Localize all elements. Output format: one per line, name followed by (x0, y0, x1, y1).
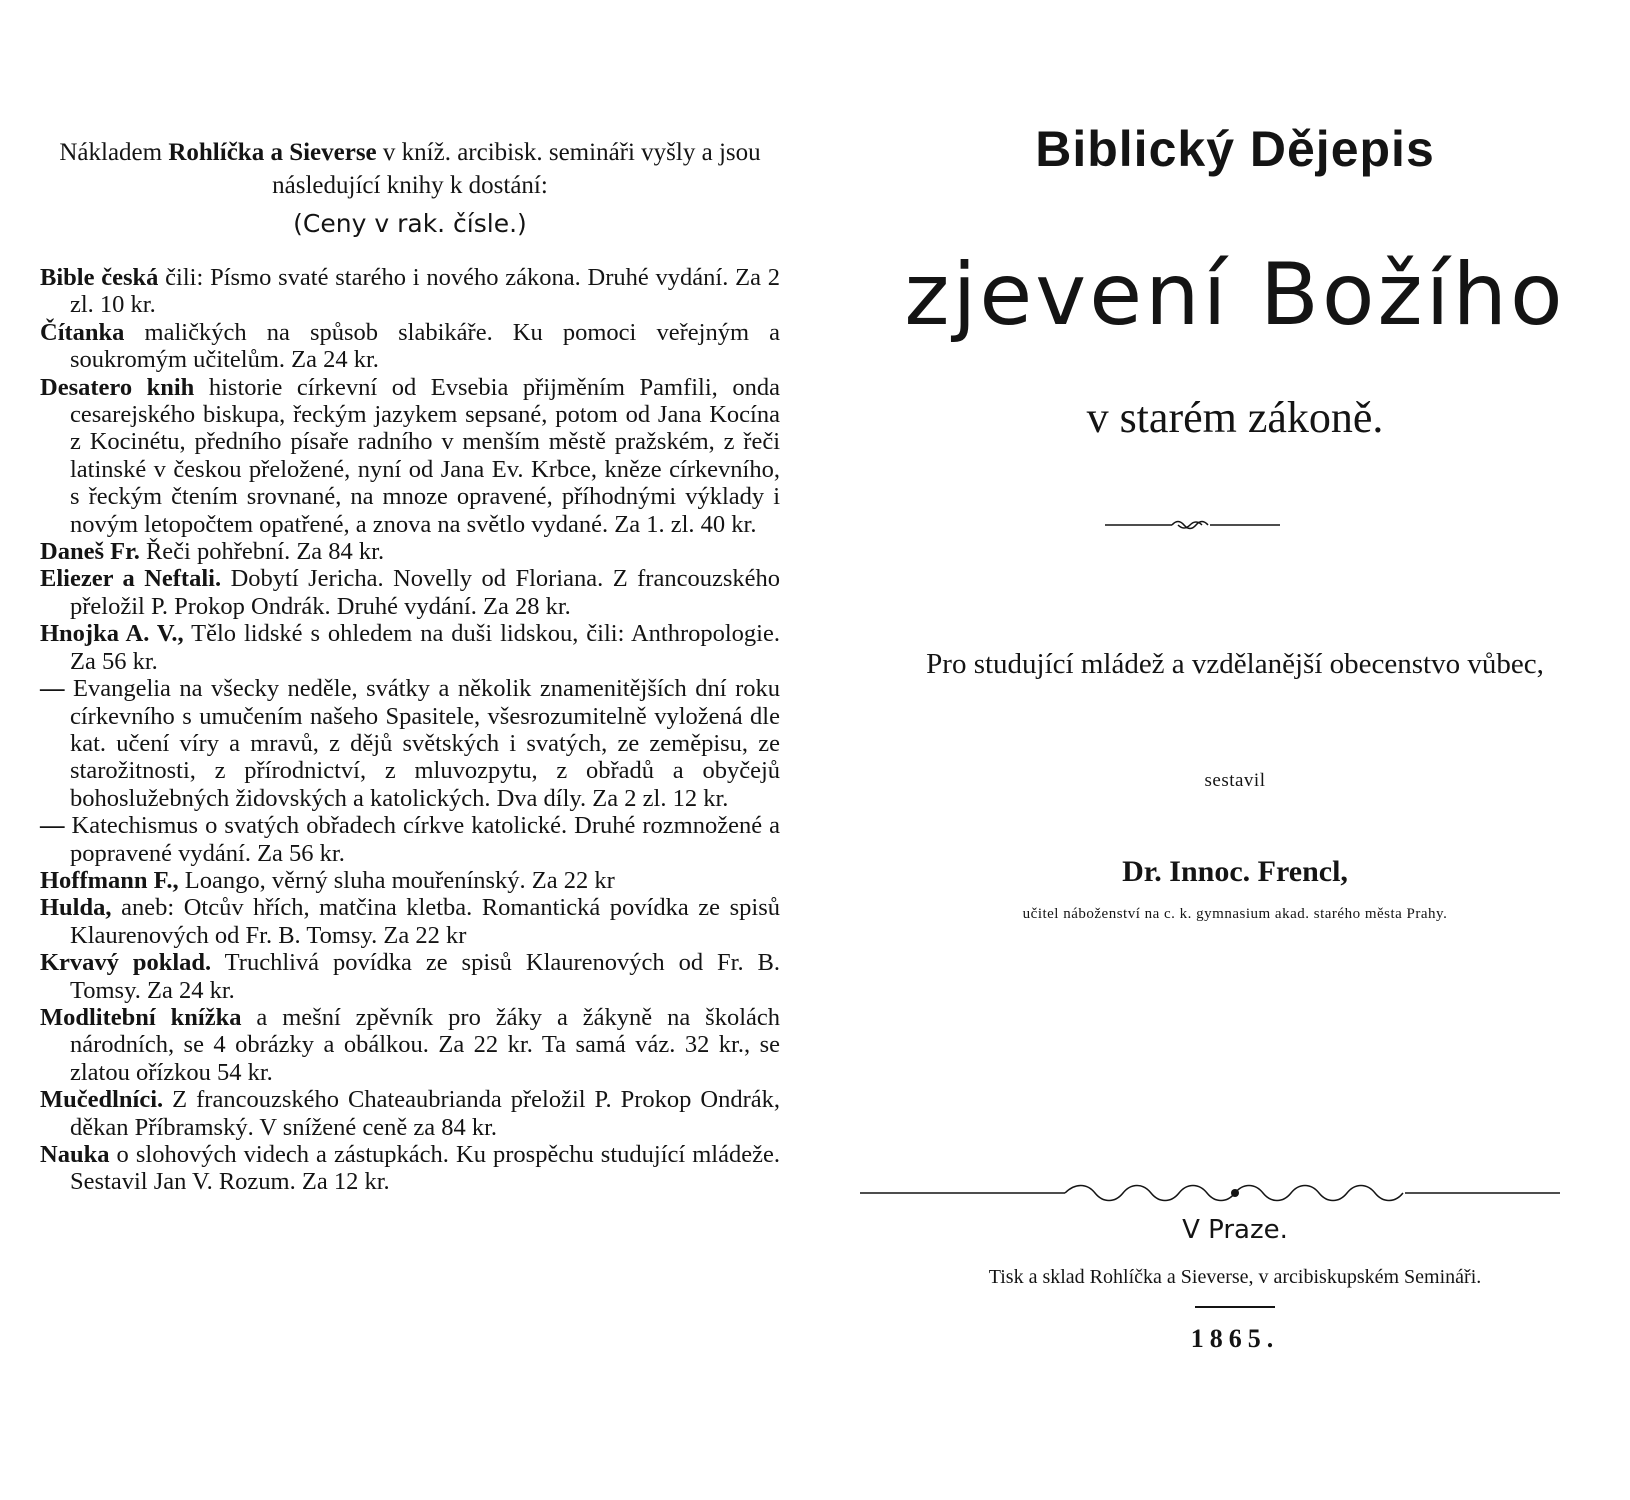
left-page (40, 0, 780, 1500)
publisher-imprint (40, 136, 780, 202)
prices-note: (Ceny v rak. čísle.) (293, 209, 527, 238)
entry-heading: Eliezer a Neftali. (40, 565, 222, 593)
entry-text: historie církevní od Evsebia přijměním Pamfili, onda cesarejského biskupa, řeckým jazykem sepsané, potom od Jana Kocína z Kocinétu, předního písaře radního v menším městě pražském, z řeči latinské v českou přeložené, nyní od Jana Ev. Krbce, kněze církevního, s řeckým čtením srovnané, na mnoze opravené, příhodnými výklady i novým letopočtem opatřené, a znova na světlo vydané. Za 1. zl. 40 kr. (70, 373, 780, 538)
entry-text: Řeči pohřební. Za 84 kr. (139, 538, 385, 566)
entry-heading: Hoffmann F., (40, 866, 179, 894)
entry-text: a mešní zpěvník pro žáky a žákyně na školách národních, se 4 obrázky a obálkou. Za 22 kr. Ta samá váz. 32 kr., se zlatou ořízkou 54 kr. (70, 1003, 781, 1086)
entry-heading: Mučedlníci. (40, 1086, 164, 1114)
entry-heading: Hulda, (40, 894, 112, 922)
catalog-entry (40, 1086, 780, 1141)
entry-heading: Čítanka (40, 318, 125, 346)
entry-heading: Daneš Fr. (40, 538, 140, 566)
catalog-entry (40, 894, 780, 949)
book-catalog (40, 264, 780, 1196)
entry-text: aneb: Otcův hřích, matčina kletba. Romantická povídka ze spisů Klaurenových od Fr. B. Tomsy. Za 22 kr (70, 894, 780, 949)
catalog-entry (40, 1141, 780, 1196)
imprint-rest: v kníž. arcibisk. semináři vyšly a jsou následující knihy k dostání: (272, 139, 761, 199)
entry-text: Z francouzského Chateaubrianda přeložil P. Prokop Ondrák, děkan Příbramský. V snížené ceně za 84 kr. (70, 1086, 780, 1141)
title-line-2: zjevení Božího (904, 245, 1566, 345)
entry-text: Truchlivá povídka ze spisů Klaurenových od Fr. B. Tomsy. Za 24 kr. (70, 949, 780, 1004)
entry-heading: Hnojka A. V., (40, 620, 184, 648)
year-rule (1195, 1306, 1275, 1308)
catalog-entry (40, 538, 780, 565)
audience-line: Pro studující mládež a vzdělanější obecenstvo vůbec, (926, 648, 1544, 680)
ornament-divider-large (860, 1180, 1610, 1206)
entry-heading: — (40, 675, 65, 703)
publisher-name: Rohlíčka a Sieverse (168, 139, 377, 166)
publication-year: 1865. (1190, 1324, 1280, 1353)
title-line-3: v starém zákoně. (1086, 393, 1384, 442)
entry-text: Tělo lidské s ohledem na duši lidskou, čili: Anthropologie. Za 56 kr. (70, 620, 780, 675)
author-affiliation: učitel náboženství na c. k. gymnasium akad. starého města Prahy. (1022, 906, 1448, 922)
entry-text: čili: Písmo svaté starého i nového zákona. Druhé vydání. Za 2 zl. 10 kr. (70, 264, 781, 319)
entry-text: o slohových videch a zástupkách. Ku prospěchu studující mládeže. Sestavil Jan V. Rozum. Za 12 kr. (70, 1141, 780, 1196)
ornament-divider-small (860, 515, 1610, 535)
compiled-by: sestavil (1204, 770, 1266, 791)
entry-heading: — (40, 812, 65, 840)
catalog-entry (40, 675, 780, 812)
catalog-entry (40, 374, 780, 538)
title-page (860, 0, 1610, 1500)
printer-line: Tisk a sklad Rohlíčka a Sieverse, v arcibiskupském Semináři. (988, 1266, 1482, 1288)
catalog-entry (40, 949, 780, 1004)
entry-text: maličkých na spůsob slabikáře. Ku pomoci veřejným a soukromým učitelům. Za 24 kr. (70, 318, 780, 374)
entry-heading: Krvavý poklad. (40, 949, 212, 977)
place-of-publication: V Praze. (1182, 1215, 1288, 1245)
entry-heading: Desatero knih (40, 373, 195, 401)
catalog-entry (40, 264, 780, 319)
entry-heading: Nauka (40, 1141, 110, 1168)
entry-text: Dobytí Jericha. Novelly od Floriana. Z francouzského přeložil P. Prokop Ondrák. Druhé vydání. Za 28 kr. (70, 565, 780, 620)
entry-heading: Bible česká (40, 264, 159, 291)
entry-text: Evangelia na všecky neděle, svátky a několik znamenitějších dní roku církevního s umučením našeho Spasitele, všesrozumitelně vyložená dle kat. učení víry a mravů, z dějů světských i svatých, ze zeměpisu, ze starožitnosti, z přírodnictví, z mluvozpytu, z obřadů a obyčejů bohoslužebných židovských a katolických. Dva díly. Za 2 zl. 12 kr. (64, 675, 780, 812)
author-name: Dr. Innoc. Frencl, (1122, 855, 1348, 888)
entry-heading: Modlitební knížka (40, 1003, 242, 1031)
catalog-entry (40, 620, 780, 675)
title-line-1: Biblický Dějepis (1035, 121, 1435, 177)
imprint-prefix: Nákladem (59, 139, 163, 166)
catalog-entry (40, 812, 780, 867)
catalog-entry (40, 565, 780, 620)
entry-text: Loango, věrný sluha mouřenínský. Za 22 kr (178, 866, 615, 894)
catalog-entry (40, 319, 780, 374)
catalog-entry (40, 1004, 780, 1086)
catalog-entry (40, 867, 780, 894)
entry-text: Katechismus o svatých obřadech církve katolické. Druhé rozmnožené a popravené vydání. Za 56 kr. (64, 812, 780, 867)
